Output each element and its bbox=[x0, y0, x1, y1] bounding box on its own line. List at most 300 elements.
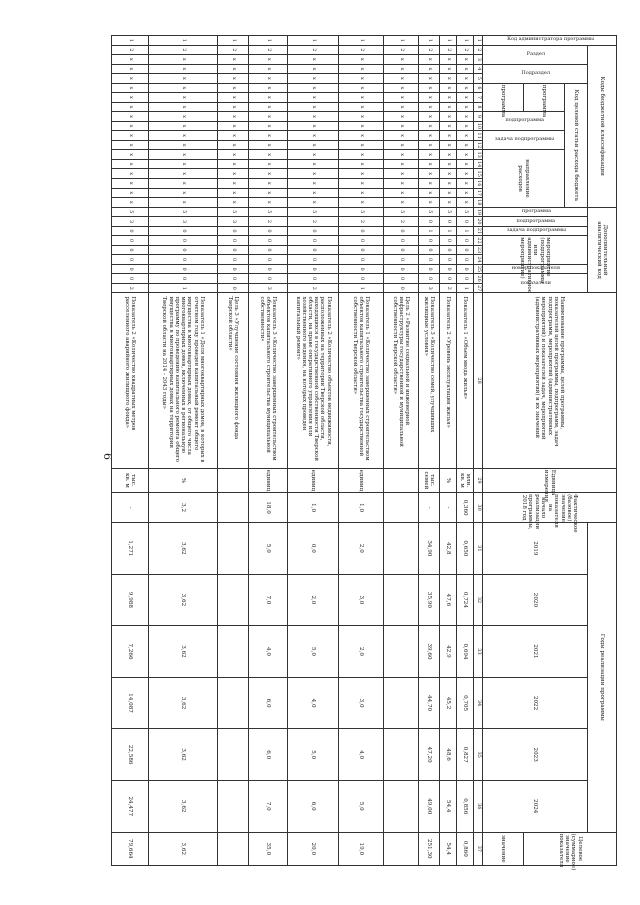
code-cell: х bbox=[457, 159, 474, 169]
code-cell: х bbox=[249, 188, 288, 198]
code-cell: 0 bbox=[112, 226, 149, 236]
code-cell: 0 bbox=[440, 217, 457, 227]
code-cell: 0 bbox=[440, 245, 457, 255]
code-cell: 2 bbox=[112, 283, 149, 293]
indicator-name: Цель 3 «Улучшение состояния жилищного фонда Тверской области» bbox=[218, 293, 249, 468]
code-cell: х bbox=[419, 112, 440, 122]
year-value-cell: 42,9 bbox=[440, 626, 457, 678]
year-value-cell: 5,0 bbox=[249, 523, 288, 575]
code-cell: х bbox=[112, 169, 149, 179]
code-cell: х bbox=[457, 112, 474, 122]
code-cell: х bbox=[440, 150, 457, 160]
column-number: 15 bbox=[474, 169, 483, 179]
year-value-cell: 5,0 bbox=[288, 626, 339, 678]
code-cell: 1 bbox=[440, 36, 457, 46]
code-cell: х bbox=[440, 93, 457, 103]
code-cell: х bbox=[112, 140, 149, 150]
code-cell: х bbox=[440, 112, 457, 122]
target-cell: 0,860 bbox=[457, 832, 474, 865]
code-cell: 0 bbox=[218, 236, 249, 246]
fact-cell: - bbox=[112, 493, 149, 523]
code-cell: х bbox=[288, 178, 339, 188]
header-direction: направление расходов bbox=[483, 150, 565, 207]
fact-cell: - bbox=[419, 493, 440, 523]
code-cell: 1 bbox=[112, 36, 149, 46]
column-number: 14 bbox=[474, 159, 483, 169]
header-unit: Единица измерения bbox=[483, 468, 617, 492]
header-subsection: Подраздел bbox=[521, 69, 551, 76]
code-cell: х bbox=[457, 131, 474, 141]
code-cell: 2 bbox=[440, 283, 457, 293]
code-cell: 2 bbox=[419, 45, 440, 55]
year-value-cell: 3,62 bbox=[149, 626, 218, 678]
table-row bbox=[288, 36, 339, 866]
code-cell: 0 bbox=[419, 255, 440, 265]
code-cell: 0 bbox=[149, 236, 218, 246]
column-number: 17 bbox=[474, 188, 483, 198]
code-cell: х bbox=[288, 140, 339, 150]
code-cell: 2 bbox=[218, 45, 249, 55]
code-cell: 0 bbox=[339, 264, 384, 274]
code-cell: х bbox=[419, 74, 440, 84]
column-number: 20 bbox=[474, 217, 483, 227]
header-year: 2021 bbox=[483, 626, 588, 678]
code-cell: х bbox=[218, 112, 249, 122]
code-cell: х bbox=[419, 83, 440, 93]
code-cell: х bbox=[339, 150, 384, 160]
code-cell: х bbox=[218, 178, 249, 188]
code-cell: 0 bbox=[149, 245, 218, 255]
code-cell: х bbox=[457, 198, 474, 208]
target-cell: 251,30 bbox=[419, 832, 440, 865]
code-cell: х bbox=[457, 169, 474, 179]
code-cell: х bbox=[149, 74, 218, 84]
code-cell: х bbox=[339, 102, 384, 112]
code-cell: 0 bbox=[149, 264, 218, 274]
table-row bbox=[339, 36, 384, 866]
column-number: 24 bbox=[474, 255, 483, 265]
year-value-cell: 2,0 bbox=[339, 626, 384, 678]
year-value-cell: 3,62 bbox=[149, 780, 218, 832]
column-number: 6 bbox=[474, 83, 483, 93]
column-number: 8 bbox=[474, 102, 483, 112]
code-cell: 2 bbox=[457, 45, 474, 55]
header-cod-measure-num: номер показателя bbox=[512, 265, 561, 272]
header-target: Целевое (суммарное) значение показателя bbox=[524, 832, 617, 865]
header-admin-code: Код администратора программы bbox=[507, 36, 595, 43]
column-number: 32 bbox=[474, 574, 483, 626]
column-number: 29 bbox=[474, 468, 483, 492]
code-cell: 1 bbox=[288, 36, 339, 46]
code-cell: х bbox=[440, 188, 457, 198]
year-value-cell bbox=[218, 523, 249, 575]
column-number: 11 bbox=[474, 131, 483, 141]
code-cell: 2 bbox=[384, 45, 419, 55]
header-years: Годы реализации программы bbox=[588, 523, 617, 833]
code-cell: х bbox=[384, 159, 419, 169]
code-cell: х bbox=[149, 55, 218, 65]
unit-cell: тыс. кв. м bbox=[112, 468, 149, 492]
code-cell: х bbox=[440, 131, 457, 141]
code-cell: х bbox=[419, 178, 440, 188]
column-number: 28 bbox=[474, 293, 483, 468]
code-cell: 0 bbox=[112, 274, 149, 284]
code-cell: х bbox=[112, 131, 149, 141]
column-number: 22 bbox=[474, 236, 483, 246]
code-cell: х bbox=[288, 188, 339, 198]
indicator-name: Показатель 1 «Доля многоквартирных домов, в которых в отчетном году проведен капитальный ремонт общего имущества в многоквартирных домах, от общего числа многоквартирных домов, включенных в региональную программу по проведению капитального ремонта общего имущества в многоквартирных домах на территории Тверской области на 2014 - 2043 годы» bbox=[149, 293, 218, 468]
code-cell: х bbox=[457, 102, 474, 112]
code-cell: х bbox=[419, 93, 440, 103]
code-cell: х bbox=[249, 55, 288, 65]
code-cell: х bbox=[384, 55, 419, 65]
column-number: 19 bbox=[474, 207, 483, 217]
year-value-cell: 34,90 bbox=[419, 523, 440, 575]
code-cell: х bbox=[419, 64, 440, 74]
fact-cell: 1,0 bbox=[288, 493, 339, 523]
code-cell: 0 bbox=[457, 245, 474, 255]
code-cell: х bbox=[149, 140, 218, 150]
code-cell: х bbox=[440, 74, 457, 84]
code-cell: 0 bbox=[288, 255, 339, 265]
code-cell: 0 bbox=[288, 245, 339, 255]
column-number: 4 bbox=[474, 64, 483, 74]
rotated-table-page bbox=[27, 35, 617, 871]
code-cell: х bbox=[419, 150, 440, 160]
code-cell: 0 bbox=[288, 264, 339, 274]
code-cell: 0 bbox=[419, 217, 440, 227]
code-cell: х bbox=[339, 55, 384, 65]
code-cell: х bbox=[288, 169, 339, 179]
column-number: 16 bbox=[474, 178, 483, 188]
code-cell: 0 bbox=[149, 226, 218, 236]
code-cell: х bbox=[218, 188, 249, 198]
column-number: 31 bbox=[474, 523, 483, 575]
year-value-cell: 4,0 bbox=[339, 729, 384, 781]
code-cell: 0 bbox=[288, 274, 339, 284]
code-cell: х bbox=[149, 150, 218, 160]
year-value-cell: 3,62 bbox=[149, 574, 218, 626]
year-value-cell: 35,90 bbox=[419, 574, 440, 626]
indicator-name: Показатель 2 «Уровень эксплуатации жилья» bbox=[440, 293, 457, 468]
code-cell: 0 bbox=[384, 255, 419, 265]
code-cell: х bbox=[384, 169, 419, 179]
code-cell: 0 bbox=[419, 236, 440, 246]
code-cell: х bbox=[384, 64, 419, 74]
indicator-name: Показатель 2 «Количество квадратных метров расселенного аварийного жилищного фонда» bbox=[112, 293, 149, 468]
code-cell: х bbox=[457, 64, 474, 74]
code-cell: 5 bbox=[384, 207, 419, 217]
year-value-cell: 48,6 bbox=[440, 729, 457, 781]
column-number: 26 bbox=[474, 274, 483, 284]
code-cell: х bbox=[149, 121, 218, 131]
code-cell: 0 bbox=[218, 255, 249, 265]
code-cell: 0 bbox=[288, 226, 339, 236]
code-cell: 1 bbox=[218, 36, 249, 46]
year-value-cell: 42,8 bbox=[440, 523, 457, 575]
code-cell: х bbox=[249, 198, 288, 208]
year-value-cell: 9,988 bbox=[112, 574, 149, 626]
code-cell: х bbox=[218, 55, 249, 65]
code-cell: х bbox=[419, 131, 440, 141]
code-cell: х bbox=[249, 93, 288, 103]
code-cell: х bbox=[339, 159, 384, 169]
code-cell: х bbox=[112, 55, 149, 65]
code-cell: х bbox=[457, 188, 474, 198]
code-cell: 2 bbox=[339, 217, 384, 227]
code-cell: х bbox=[339, 93, 384, 103]
code-cell: 0 bbox=[440, 255, 457, 265]
column-number: 3 bbox=[474, 55, 483, 65]
code-cell: х bbox=[249, 83, 288, 93]
code-cell: х bbox=[419, 188, 440, 198]
column-number: 23 bbox=[474, 245, 483, 255]
fact-cell: 18,0 bbox=[249, 493, 288, 523]
code-cell: х bbox=[339, 112, 384, 122]
column-number: 2 bbox=[474, 45, 483, 55]
code-cell: 0 bbox=[457, 255, 474, 265]
code-cell: х bbox=[288, 159, 339, 169]
header-cod-task bbox=[483, 226, 588, 236]
code-cell: 5 bbox=[218, 207, 249, 217]
code-cell: 0 bbox=[249, 264, 288, 274]
header-subsection bbox=[483, 64, 588, 83]
header-year: 2022 bbox=[483, 677, 588, 729]
year-value-cell: 39,60 bbox=[419, 626, 440, 678]
code-cell: 2 bbox=[288, 217, 339, 227]
fact-cell: - bbox=[440, 493, 457, 523]
year-value-cell: 0,694 bbox=[457, 626, 474, 678]
year-value-cell: 6,0 bbox=[288, 780, 339, 832]
code-cell: х bbox=[249, 140, 288, 150]
code-cell: 2 bbox=[249, 217, 288, 227]
code-cell: х bbox=[457, 55, 474, 65]
column-number: 30 bbox=[474, 493, 483, 523]
code-cell: 1 bbox=[149, 36, 218, 46]
code-cell: х bbox=[288, 83, 339, 93]
code-cell: х bbox=[384, 178, 419, 188]
code-cell: х bbox=[440, 102, 457, 112]
table-row bbox=[112, 36, 149, 866]
year-value-cell: 6,0 bbox=[249, 729, 288, 781]
code-cell: х bbox=[249, 178, 288, 188]
code-cell: 3 bbox=[218, 217, 249, 227]
header-target-value: значение bbox=[483, 832, 524, 865]
header-cod-measure-num bbox=[483, 264, 588, 274]
code-cell: 0 bbox=[149, 255, 218, 265]
column-number: 35 bbox=[474, 729, 483, 781]
code-cell: 0 bbox=[384, 226, 419, 236]
fact-cell: 1,0 bbox=[339, 493, 384, 523]
code-cell: 1 bbox=[419, 226, 440, 236]
code-cell: х bbox=[457, 178, 474, 188]
year-value-cell: 7,266 bbox=[112, 626, 149, 678]
code-cell: х bbox=[339, 169, 384, 179]
code-cell: х bbox=[339, 188, 384, 198]
code-cell: х bbox=[149, 169, 218, 179]
code-cell: х bbox=[384, 121, 419, 131]
year-value-cell: 3,62 bbox=[149, 677, 218, 729]
code-cell: 3 bbox=[419, 283, 440, 293]
code-cell: х bbox=[218, 64, 249, 74]
year-value-cell: 1,271 bbox=[112, 523, 149, 575]
code-cell: х bbox=[149, 83, 218, 93]
code-cell: х bbox=[149, 93, 218, 103]
unit-cell: единиц bbox=[339, 468, 384, 492]
code-cell: х bbox=[112, 198, 149, 208]
code-cell: х bbox=[149, 102, 218, 112]
code-cell: х bbox=[112, 121, 149, 131]
code-cell: 0 bbox=[339, 255, 384, 265]
code-cell: 0 bbox=[112, 255, 149, 265]
code-cell: х bbox=[288, 64, 339, 74]
code-cell: х bbox=[112, 64, 149, 74]
code-cell: х bbox=[149, 159, 218, 169]
code-cell: х bbox=[149, 198, 218, 208]
year-value-cell bbox=[384, 729, 419, 781]
code-cell: х bbox=[288, 150, 339, 160]
code-cell: х bbox=[112, 93, 149, 103]
code-cell: х bbox=[440, 121, 457, 131]
code-cell: 0 bbox=[218, 245, 249, 255]
header-program: программа bbox=[524, 83, 565, 112]
year-value-cell bbox=[384, 523, 419, 575]
year-value-cell: 3,0 bbox=[339, 574, 384, 626]
code-cell: 3 bbox=[112, 217, 149, 227]
code-cell: 0 bbox=[440, 264, 457, 274]
fact-cell bbox=[218, 493, 249, 523]
code-cell: х bbox=[149, 64, 218, 74]
year-value-cell: 0,650 bbox=[457, 523, 474, 575]
code-cell: 1 bbox=[339, 283, 384, 293]
code-cell: 0 bbox=[339, 274, 384, 284]
code-cell: х bbox=[249, 131, 288, 141]
column-number: 12 bbox=[474, 140, 483, 150]
page-number: 6 bbox=[101, 453, 114, 460]
code-cell: 0 bbox=[419, 274, 440, 284]
year-value-cell bbox=[384, 626, 419, 678]
year-value-cell: 3,62 bbox=[149, 729, 218, 781]
code-cell: х bbox=[112, 102, 149, 112]
header-cod-program bbox=[483, 207, 588, 217]
code-cell: х bbox=[440, 178, 457, 188]
code-cell: х bbox=[339, 198, 384, 208]
code-cell: х bbox=[249, 112, 288, 122]
year-value-cell: 14,087 bbox=[112, 677, 149, 729]
column-number: 33 bbox=[474, 626, 483, 678]
code-cell: х bbox=[419, 55, 440, 65]
code-cell: х bbox=[288, 121, 339, 131]
unit-cell: единиц bbox=[249, 468, 288, 492]
year-value-cell: 7,0 bbox=[249, 574, 288, 626]
code-cell: х bbox=[218, 121, 249, 131]
code-cell: 0 bbox=[112, 264, 149, 274]
code-cell: х bbox=[112, 74, 149, 84]
code-cell: 0 bbox=[218, 274, 249, 284]
code-cell: 1 bbox=[384, 36, 419, 46]
unit-cell: млн. кв. м bbox=[457, 468, 474, 492]
column-number: 10 bbox=[474, 121, 483, 131]
code-cell: 0 bbox=[384, 236, 419, 246]
year-value-cell: 3,0 bbox=[339, 677, 384, 729]
code-cell: х bbox=[218, 159, 249, 169]
header-analytic-code: Дополнительный аналитический код bbox=[588, 207, 617, 293]
code-cell: х bbox=[419, 159, 440, 169]
code-cell: х bbox=[288, 131, 339, 141]
year-value-cell: 7,0 bbox=[249, 780, 288, 832]
target-cell: 3,62 bbox=[149, 832, 218, 865]
code-cell: х bbox=[249, 121, 288, 131]
code-cell: х bbox=[249, 102, 288, 112]
code-cell: х bbox=[384, 102, 419, 112]
table-row bbox=[218, 36, 249, 866]
code-cell: 3 bbox=[249, 283, 288, 293]
code-cell: 0 bbox=[384, 245, 419, 255]
column-number: 1 bbox=[474, 36, 483, 46]
code-cell: 0 bbox=[384, 274, 419, 284]
code-cell: 1 bbox=[457, 36, 474, 46]
year-value-cell: 44,70 bbox=[419, 677, 440, 729]
code-cell: х bbox=[218, 102, 249, 112]
code-cell: 5 bbox=[440, 207, 457, 217]
indicator-name: Показатель 1 «Объем ввода жилья» bbox=[457, 293, 474, 468]
code-cell: х bbox=[288, 102, 339, 112]
code-cell: 0 bbox=[249, 255, 288, 265]
code-cell: 0 bbox=[440, 236, 457, 246]
code-cell: 0 bbox=[339, 245, 384, 255]
target-cell: 35,0 bbox=[249, 832, 288, 865]
code-cell: х bbox=[339, 140, 384, 150]
table-row bbox=[440, 36, 457, 866]
target-cell bbox=[218, 832, 249, 865]
code-cell: х bbox=[218, 74, 249, 84]
code-cell: х bbox=[384, 140, 419, 150]
header-cod-indicator bbox=[483, 274, 588, 293]
unit-cell: единиц bbox=[288, 468, 339, 492]
year-value-cell: 3,62 bbox=[149, 523, 218, 575]
code-cell: 5 bbox=[149, 207, 218, 217]
year-value-cell bbox=[384, 574, 419, 626]
year-value-cell: 54,4 bbox=[440, 780, 457, 832]
code-cell: х bbox=[339, 83, 384, 93]
code-cell: х bbox=[218, 140, 249, 150]
code-cell: х bbox=[440, 159, 457, 169]
code-cell: 1 bbox=[419, 36, 440, 46]
header-task: задача подпрограммы bbox=[495, 136, 555, 143]
year-value-cell: 0,724 bbox=[457, 574, 474, 626]
code-cell: 0 bbox=[218, 264, 249, 274]
code-cell: х bbox=[249, 64, 288, 74]
code-cell: 0 bbox=[457, 236, 474, 246]
code-cell: х bbox=[218, 198, 249, 208]
table-row bbox=[149, 36, 218, 866]
code-cell: х bbox=[149, 131, 218, 141]
header-expense-code: Код целевой статьи расхода бюджета bbox=[565, 83, 588, 207]
code-cell: х bbox=[419, 121, 440, 131]
code-cell: 0 bbox=[339, 226, 384, 236]
header-year: 2023 bbox=[483, 729, 588, 781]
header-year: 2024 bbox=[483, 780, 588, 832]
year-value-cell: 45,2 bbox=[440, 677, 457, 729]
year-value-cell: 4,0 bbox=[288, 677, 339, 729]
code-cell: 0 bbox=[112, 236, 149, 246]
code-cell: х bbox=[218, 93, 249, 103]
code-cell: х bbox=[218, 150, 249, 160]
indicator-name: Показатель 3 «Количество завершенных строительством объектов капитального строительства муниципальной собственности» bbox=[249, 293, 288, 468]
code-cell: х bbox=[440, 198, 457, 208]
code-cell: х bbox=[339, 131, 384, 141]
year-value-cell bbox=[218, 729, 249, 781]
